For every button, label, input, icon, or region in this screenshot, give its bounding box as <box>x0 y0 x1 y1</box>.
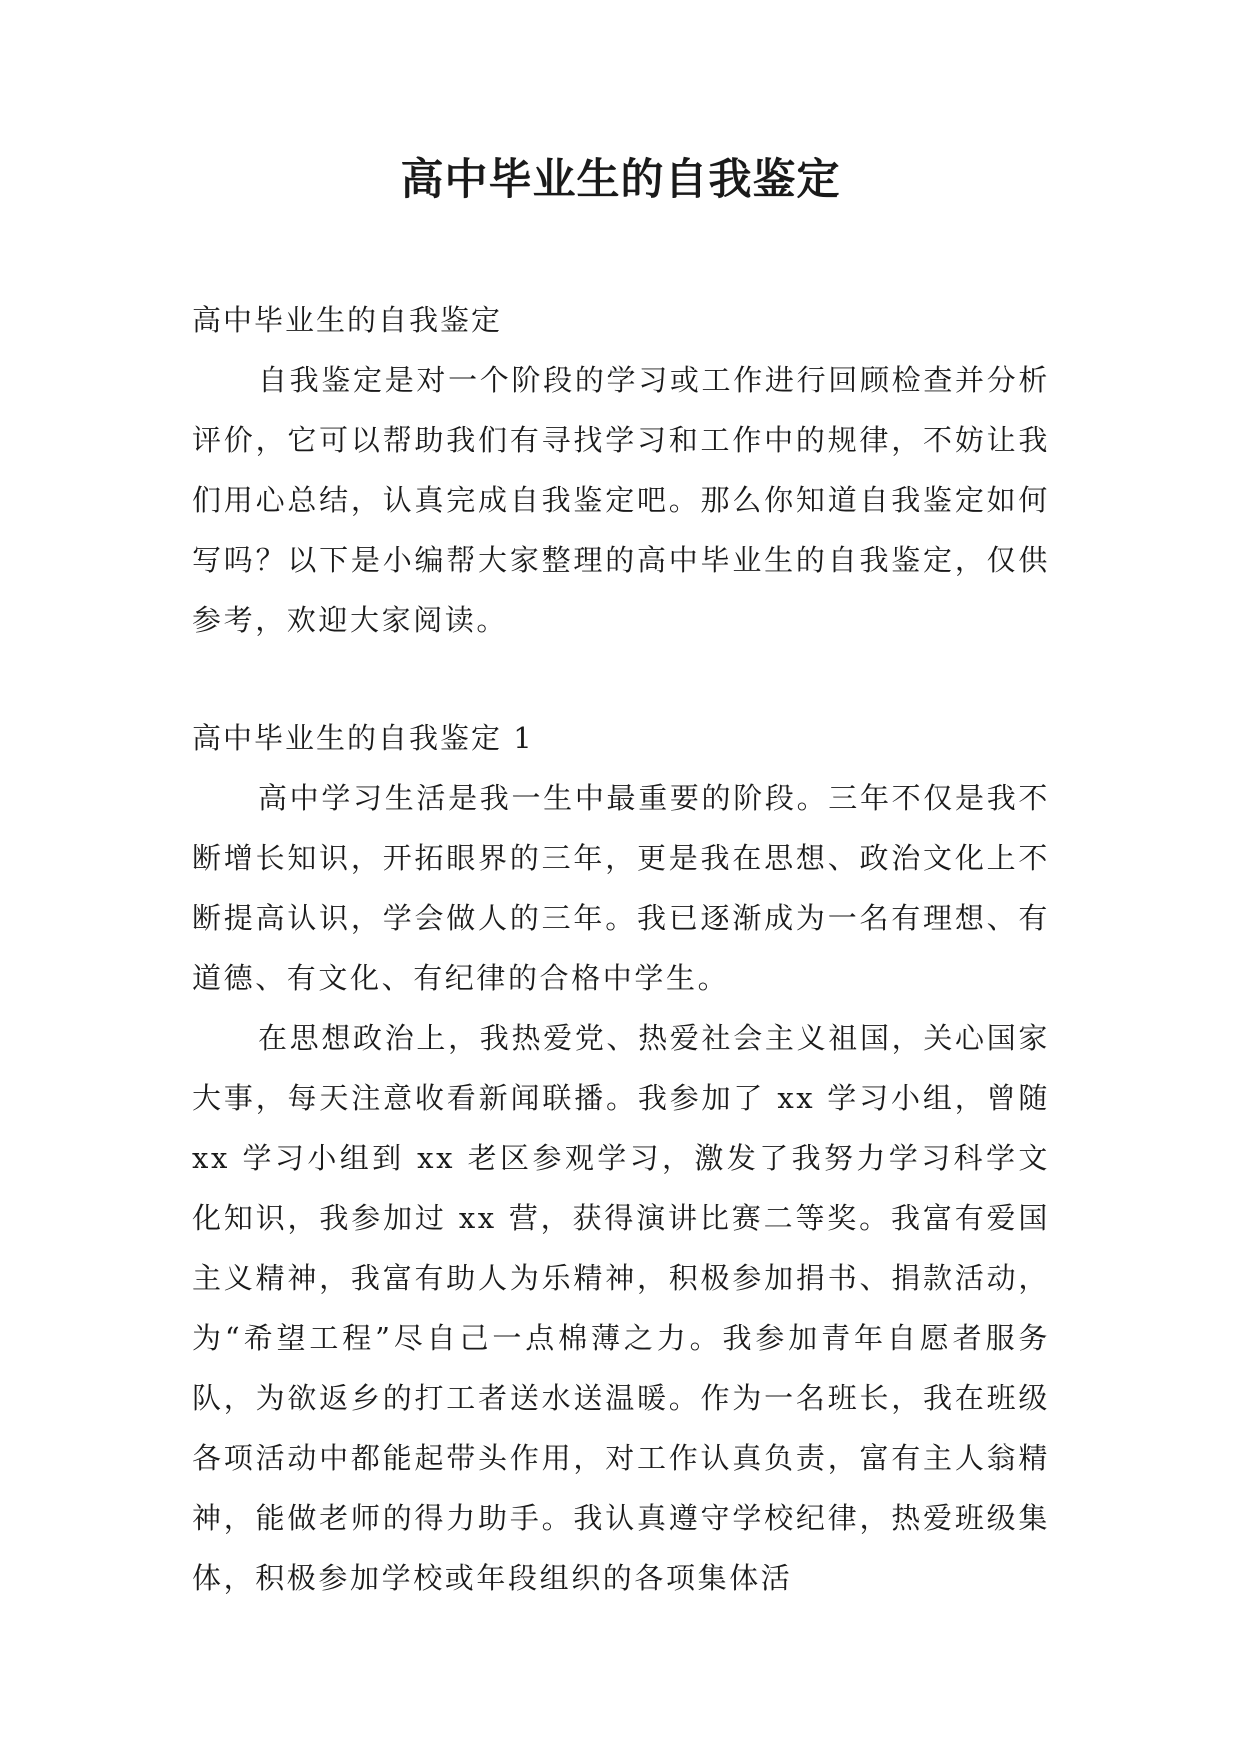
section-1-paragraph-1: 高中学习生活是我一生中最重要的阶段。三年不仅是我不断增长知识，开拓眼界的三年，更是我在思想、政治文化上不断提高认识，学会做人的三年。我已逐渐成为一名有理想、有道德、有文化、有纪律的合格中学生。 <box>192 781 1050 995</box>
intro-heading: 高中毕业生的自我鉴定 <box>192 303 503 337</box>
intro-paragraph: 自我鉴定是对一个阶段的学习或工作进行回顾检查并分析评价，它可以帮助我们有寻找学习和工作中的规律，不妨让我们用心总结，认真完成自我鉴定吧。那么你知道自我鉴定如何写吗？以下是小编帮大家整理的高中毕业生的自我鉴定，仅供参考，欢迎大家阅读。 <box>192 363 1050 637</box>
document-title: 高中毕业生的自我鉴定 <box>400 155 841 205</box>
section-spacer <box>192 650 1050 708</box>
section-1-paragraph-2: 在思想政治上，我热爱党、热爱社会主义祖国，关心国家大事，每天注意收看新闻联播。我参加了 xx 学习小组，曾随 xx 学习小组到 xx 老区参观学习，激发了我努力学习科学文化知识，我参加过 xx 营，获得演讲比赛二等奖。我富有爱国主义精神，我富有助人为乐精神，积极参加捐书、捐款活动，为“希望工程”尽自己一点棉薄之力。我参加青年自愿者服务队，为欲返乡的打工者送水送温暖。作为一名班长，我在班级各项活动中都能起带头作用，对工作认真负责，富有主人翁精神，能做老师的得力助手。我认真遵守学校纪律，热爱班级集体，积极参加学校或年段组织的各项集体活 <box>192 1021 1050 1595</box>
document-body <box>192 290 1050 1608</box>
section-1-heading: 高中毕业生的自我鉴定 1 <box>192 721 534 755</box>
